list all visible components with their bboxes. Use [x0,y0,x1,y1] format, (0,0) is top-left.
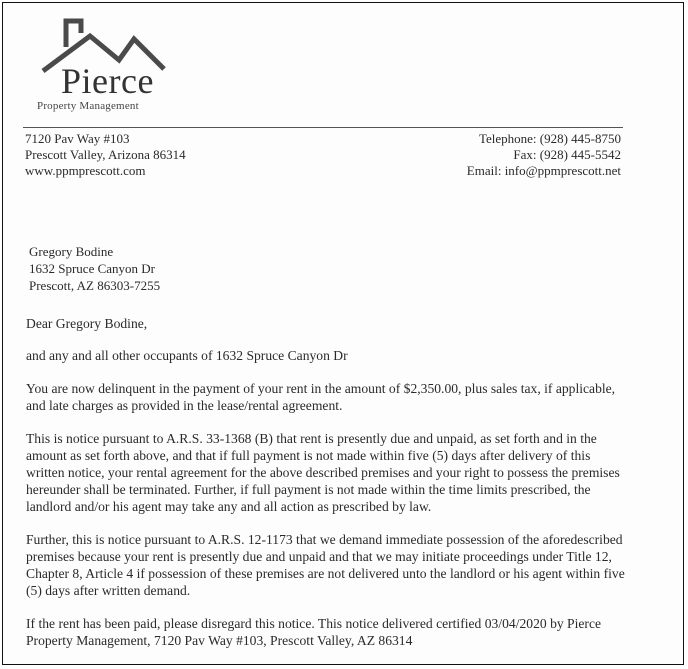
address-street: 7120 Pav Way #103 [25,131,130,146]
text-line: written notice, your rental agreement for the above described premises and your right to possess the premises [26,465,620,480]
paragraph-notice-33-1368 [26,430,666,515]
company-subtitle: Property Management [37,100,139,112]
header-divider [23,127,623,128]
text-line: (5) days after written demand. [26,583,191,598]
text-line: If the rent has been paid, please disregard this notice. This notice delivered certified 03/04/2020 by Pierce [26,616,602,631]
text-line: hereunder shall be terminated. Further, if full payment is not made within the time limits prescribed, the [26,482,591,497]
recipient-name: Gregory Bodine [29,244,114,259]
text-line: This is notice pursuant to A.R.S. 33-1368 (B) that rent is presently due and unpaid, as set forth and in the [26,431,597,446]
text-line: You are now delinquent in the payment of your rent in the amount of $2,350.00, plus sales tax, if applicable, [26,381,616,396]
telephone: Telephone: (928) 445-8750 [478,131,621,146]
paragraph-delinquency [26,380,666,414]
company-contact [467,131,621,179]
text-line: Property Management, 7120 Pav Way #103, Prescott Valley, AZ 86314 [26,633,413,648]
company-website: www.ppmprescott.com [25,163,146,178]
text-line: Further, this is notice pursuant to A.R.S. 12-1173 that we demand immediate possession of the aforedescribed [26,532,623,547]
text-line: Chapter 8, Article 4 if possession of these premises are not delivered unto the landlord or his agent within five [26,566,625,581]
company-name: Pierce [61,61,154,101]
text-line: and late charges as provided in the lease/rental agreement. [26,398,343,413]
text-line: amount as set forth above, and that if full payment is not made within five (5) days after delivery of this [26,448,591,463]
recipient-city: Prescott, AZ 86303-7255 [29,278,161,293]
letter-page [2,2,684,665]
text-line: premises because your rent is presently due and unpaid and that we may initiate proceedings under Title 12, [26,549,612,564]
company-logo [37,15,172,115]
letter-body [26,315,666,665]
fax: Fax: (928) 445-5542 [513,147,621,162]
email: Email: info@ppmprescott.net [466,163,621,178]
recipient-street: 1632 Spruce Canyon Dr [29,261,156,276]
salutation: Dear Gregory Bodine, [26,316,148,331]
address-city: Prescott Valley, Arizona 86314 [25,147,186,162]
paragraph-disregard [26,615,666,649]
text-line: landlord and/or his agent may take any and all action as prescribed by law. [26,499,432,514]
occupants-line: and any and all other occupants of 1632 Spruce Canyon Dr [26,348,348,363]
company-address [25,131,186,179]
recipient-address [29,243,160,294]
paragraph-notice-12-1173 [26,531,666,599]
